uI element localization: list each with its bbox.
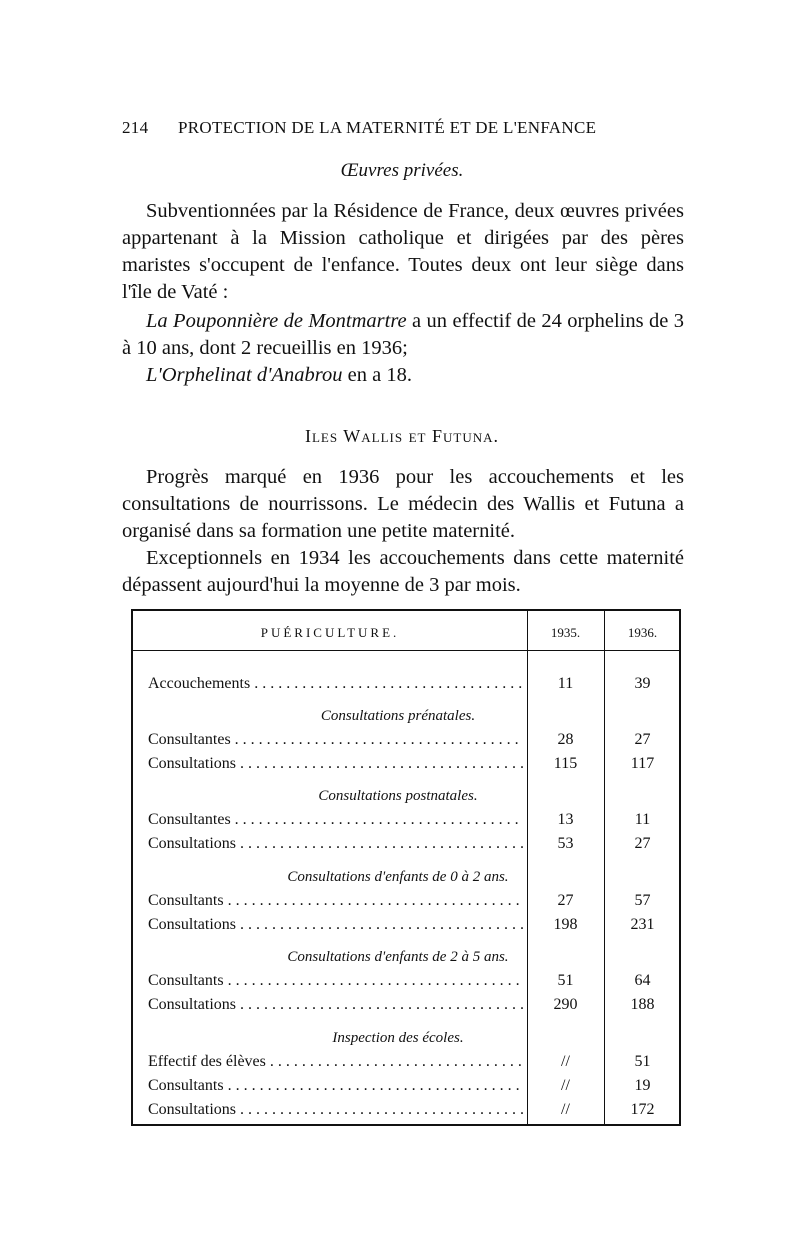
column-header-label: PUÉRICULTURE.: [260, 625, 400, 640]
section-heading-oeuvres: Œuvres privées.: [340, 160, 464, 181]
paragraph-text: Exceptionnels en 1934 les accouchements dans cette maternité dépassent aujourd'hui la moyenne de 3 par mois.: [122, 547, 684, 596]
table-row: [133, 809, 679, 831]
table-row: [133, 1075, 679, 1097]
row-label: Consultations . . .: [148, 753, 523, 775]
value-1936: 231: [630, 916, 655, 933]
page-number: 214: [122, 118, 149, 137]
puericulture-table: [131, 609, 681, 1126]
subsection-prenatales: Consultations prénatales.: [320, 708, 476, 724]
table-row: [133, 1099, 679, 1121]
value-1935: //: [561, 1101, 570, 1118]
table-row: [133, 890, 679, 912]
row-label: Accouchements . . .: [148, 673, 523, 695]
value-1935: //: [561, 1053, 570, 1070]
value-1936: 117: [630, 755, 655, 772]
paragraph-wallis-2: [122, 545, 684, 599]
table-row: [133, 833, 679, 855]
value-1936: 27: [634, 731, 651, 748]
row-label: Consultations . . .: [148, 1099, 523, 1121]
subsection-ecoles: Inspection des écoles.: [332, 1030, 464, 1046]
table-row: [133, 729, 679, 751]
value-1935: 198: [553, 916, 578, 933]
row-label: Consultants . . .: [148, 890, 523, 912]
row-label: Consultations . . .: [148, 994, 523, 1016]
subsection-postnatales: Consultations postnatales.: [318, 788, 478, 804]
value-1936: 64: [634, 972, 651, 989]
table-row-accouchements: [133, 673, 679, 695]
row-label: Consultants . . .: [148, 1075, 523, 1097]
orphelinat-name: L'Orphelinat d'Anabrou: [146, 364, 343, 386]
orphelinat-text: en a 18.: [342, 364, 412, 386]
paragraph-text: Progrès marqué en 1936 pour les accouchements et les consultations de nourrissons. Le médecin des Wallis et Futuna a organisé dans sa formation une petite maternité.: [122, 466, 684, 542]
value-1936: 27: [634, 835, 651, 852]
row-label: Consultations . . .: [148, 833, 523, 855]
paragraph-oeuvres: [122, 198, 684, 306]
value-1935: 11: [557, 675, 574, 692]
row-label: Consultations . . .: [148, 914, 523, 936]
row-label: Consultants . . .: [148, 970, 523, 992]
running-title: PROTECTION DE LA MATERNITÉ ET DE L'ENFANCE: [178, 118, 597, 137]
section-heading-wallis: Iles Wallis et Futuna.: [305, 426, 499, 446]
pouponniere-text: a un effectif de 24 orphelins de 3 à 10 ans, dont 2 recueillis en 1936;: [122, 310, 684, 359]
value-1936: 188: [630, 996, 655, 1013]
value-1935: 290: [553, 996, 578, 1013]
table-row: [133, 994, 679, 1016]
value-1935: 51: [557, 972, 574, 989]
value-1935: 115: [553, 755, 578, 772]
value-1936: 19: [634, 1077, 651, 1094]
table-row: [133, 753, 679, 775]
value-1935: //: [561, 1077, 570, 1094]
subsection-enfants-0-2: Consultations d'enfants de 0 à 2 ans.: [287, 869, 509, 885]
row-label: Consultantes . . .: [148, 809, 523, 831]
pouponniere-name: La Pouponnière de Montmartre: [146, 310, 407, 332]
paragraph-wallis-1: [122, 464, 684, 545]
table-row: [133, 914, 679, 936]
value-1935: 13: [557, 811, 574, 828]
header-divider: [133, 650, 679, 651]
value-1936: 39: [634, 675, 651, 692]
paragraph-orphelinat: [122, 362, 684, 389]
value-1936: 172: [630, 1101, 655, 1118]
subsection-enfants-2-5: Consultations d'enfants de 2 à 5 ans.: [287, 949, 509, 965]
column-header-1936: 1936.: [627, 625, 658, 640]
column-header-1935: 1935.: [550, 625, 581, 640]
value-1936: 11: [634, 811, 651, 828]
row-label: Effectif des élèves . . .: [148, 1051, 523, 1073]
value-1936: 51: [634, 1053, 651, 1070]
table-row: [133, 1051, 679, 1073]
value-1935: 27: [557, 892, 574, 909]
row-label: Consultantes . . .: [148, 729, 523, 751]
value-1936: 57: [634, 892, 651, 909]
value-1935: 28: [557, 731, 574, 748]
table-row: [133, 970, 679, 992]
paragraph-text: Subventionnées par la Résidence de France, deux œuvres privées appartenant à la Mission catholique et dirigées par des pères maristes s'occupent de l'enfance. Toutes deux ont leur siège dans l'île de Vaté :: [122, 200, 684, 303]
value-1935: 53: [557, 835, 574, 852]
running-header: [122, 118, 682, 138]
paragraph-pouponniere: [122, 308, 684, 362]
